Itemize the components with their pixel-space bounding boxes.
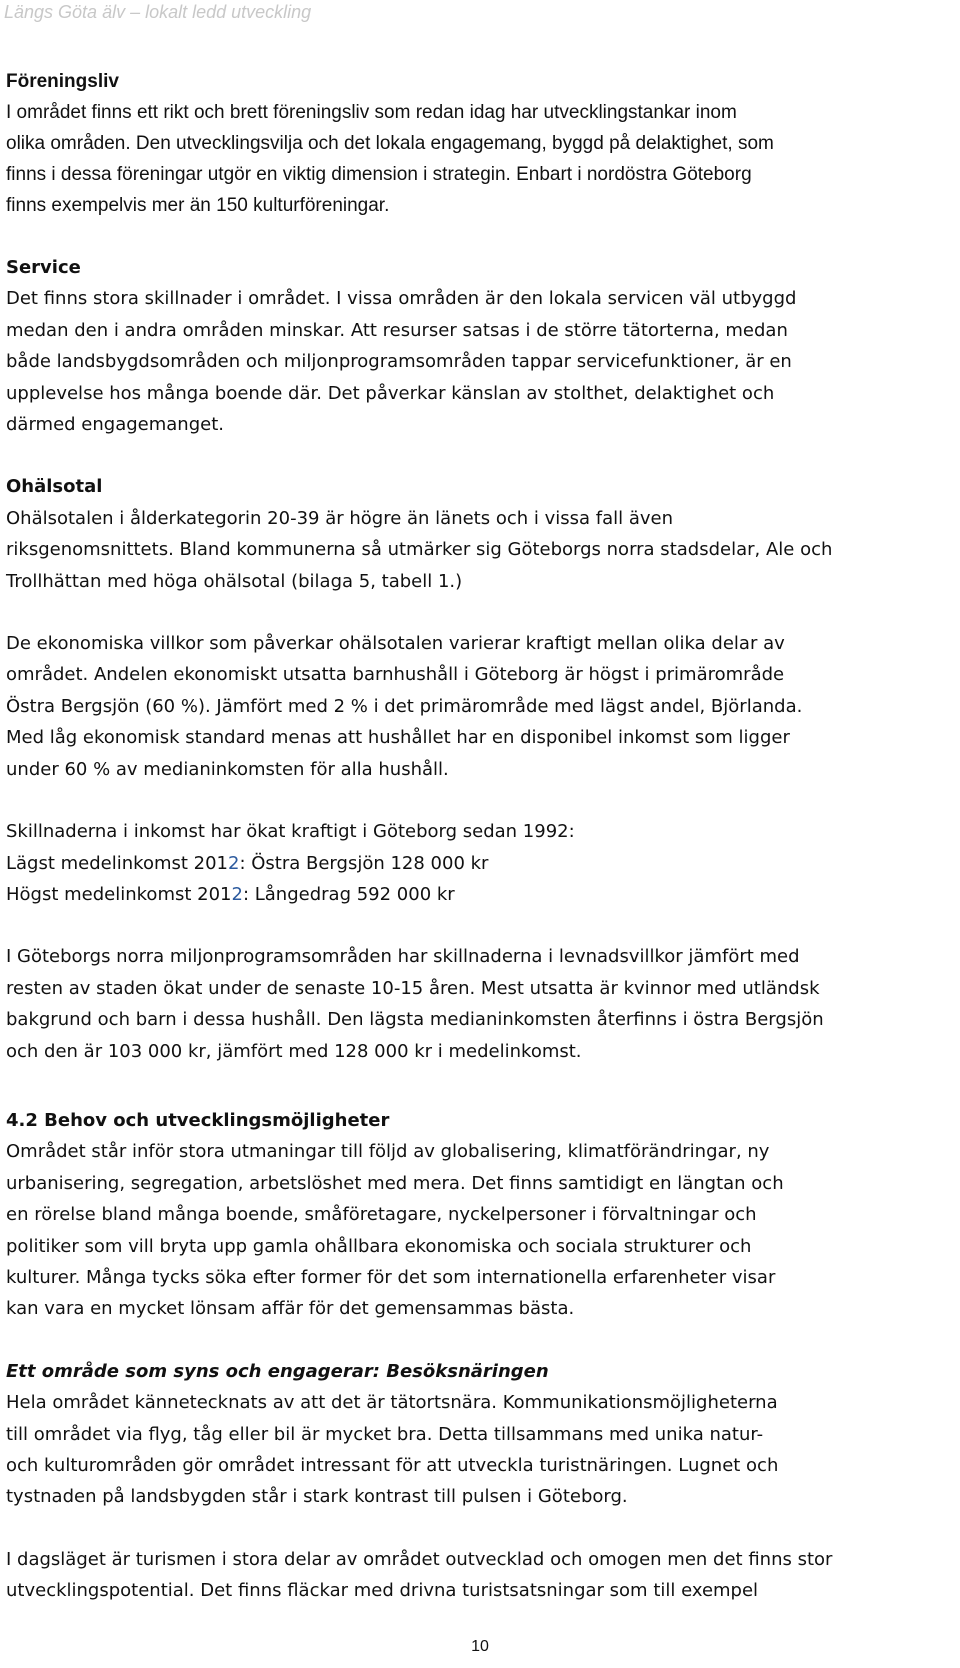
text-line: politiker som vill bryta upp gamla ohållbara ekonomiska och sociala strukturer och bbox=[6, 1235, 752, 1257]
section-heading: Ett område som syns och engagerar: Besöksnäringen bbox=[6, 1360, 549, 1382]
section-heading: Ohälsotal bbox=[6, 476, 103, 498]
lowest-income-line bbox=[6, 848, 954, 879]
text-line: olika områden. Den utvecklingsvilja och det lokala engagemang, byggd på delaktighet, som bbox=[6, 133, 774, 154]
text-line: kan vara en mycket lönsam affär för det gemensammas bästa. bbox=[6, 1298, 575, 1320]
text-line: upplevelse hos många boende där. Det påverkar känslan av stolthet, delaktighet och bbox=[6, 382, 775, 404]
highest-income-line bbox=[6, 879, 954, 910]
text-line: både landsbygdsområden och miljonprogramsområden tappar servicefunktioner, är en bbox=[6, 351, 792, 373]
text-line: Området står inför stora utmaningar till följd av globalisering, klimatförändringar, ny bbox=[6, 1141, 770, 1163]
page-content bbox=[6, 66, 954, 1607]
section-behov bbox=[6, 1105, 954, 1325]
section-foreningsliv bbox=[6, 66, 954, 221]
text-line: därmed engagemanget. bbox=[6, 414, 224, 436]
text-line: under 60 % av medianinkomsten för alla hushåll. bbox=[6, 758, 449, 780]
text-line: området. Andelen ekonomiskt utsatta barnhushåll i Göteborg är högst i primärområde bbox=[6, 664, 785, 686]
text-line: Med låg ekonomisk standard menas att hushållet har en disponibel inkomst som ligger bbox=[6, 727, 790, 749]
text-line: riksgenomsnittets. Bland kommunerna så utmärker sig Göteborgs norra stadsdelar, Ale och bbox=[6, 539, 833, 561]
text-line: till området via flyg, tåg eller bil är mycket bra. Detta tillsammans med unika natur- bbox=[6, 1423, 764, 1445]
text-fragment: Högst medelinkomst 201 bbox=[6, 883, 232, 905]
section-ohalsotal bbox=[6, 471, 954, 1067]
text-line: Ohälsotalen i ålderkategorin 20-39 är högre än länets och i vissa fall även bbox=[6, 507, 674, 529]
text-line: Trollhättan med höga ohälsotal (bilaga 5, tabell 1.) bbox=[6, 570, 463, 592]
text-line: och den är 103 000 kr, jämfört med 128 000 kr i medelinkomst. bbox=[6, 1040, 582, 1062]
text-line: De ekonomiska villkor som påverkar ohälsotalen varierar kraftigt mellan olika delar av bbox=[6, 633, 785, 655]
running-header: Längs Göta älv – lokalt ledd utveckling bbox=[4, 2, 312, 22]
text-line: kulturer. Många tycks söka efter former för det som internationella erfarenheter visar bbox=[6, 1266, 776, 1288]
text-line: bakgrund och barn i dessa hushåll. Den lägsta medianinkomsten återfinns i östra Bergsjön bbox=[6, 1009, 824, 1031]
text-line: utvecklingspotential. Det finns fläckar med drivna turistsatsningar som till exempel bbox=[6, 1580, 759, 1602]
text-fragment: : Långedrag 592 000 kr bbox=[242, 883, 455, 905]
text-line: I Göteborgs norra miljonprogramsområden har skillnaderna i levnadsvillkor jämfört med bbox=[6, 946, 800, 968]
text-line: finns i dessa föreningar utgör en viktig dimension i strategin. Enbart i nordöstra Göteborg bbox=[6, 164, 752, 185]
text-line: medan den i andra områden minskar. Att resurser satsas i de större tätorterna, medan bbox=[6, 319, 788, 341]
section-besoksnaring bbox=[6, 1356, 954, 1607]
text-fragment-blue: 2 bbox=[228, 852, 240, 874]
text-line: Det finns stora skillnader i området. I vissa områden är den lokala servicen väl utbyggd bbox=[6, 288, 797, 310]
text-line: och kulturområden gör området intressant för att utveckla turistnäringen. Lugnet och bbox=[6, 1455, 779, 1476]
text-line: urbanisering, segregation, arbetslöshet med mera. Det finns samtidigt en längtan och bbox=[6, 1172, 784, 1194]
text-line: I området finns ett rikt och brett föreningsliv som redan idag har utvecklingstankar inom bbox=[6, 102, 737, 123]
text-line: tystnaden på landsbygden står i stark kontrast till pulsen i Göteborg. bbox=[6, 1486, 628, 1508]
text-fragment: Lägst medelinkomst 201 bbox=[6, 852, 229, 874]
text-line: resten av staden ökat under de senaste 10-15 åren. Mest utsatta är kvinnor med utländsk bbox=[6, 977, 820, 999]
section-service bbox=[6, 252, 954, 440]
section-heading: Service bbox=[6, 257, 81, 278]
text-line: Hela området kännetecknats av att det är tätortsnära. Kommunikationsmöjligheterna bbox=[6, 1392, 778, 1414]
text-line: finns exempelvis mer än 150 kulturföreningar. bbox=[6, 195, 390, 216]
section-heading: Föreningsliv bbox=[6, 71, 119, 92]
text-fragment-blue: 2 bbox=[231, 883, 243, 905]
text-line: Skillnaderna i inkomst har ökat kraftigt i Göteborg sedan 1992: bbox=[6, 821, 575, 843]
text-fragment: : Östra Bergsjön 128 000 kr bbox=[239, 852, 489, 874]
text-line: Östra Bergsjön (60 %). Jämfört med 2 % i det primärområde med lägst andel, Björlanda. bbox=[6, 695, 803, 717]
page-number: 10 bbox=[471, 1638, 489, 1655]
section-heading: 4.2 Behov och utvecklingsmöjligheter bbox=[6, 1109, 390, 1131]
text-line: I dagsläget är turismen i stora delar av området outvecklad och omogen men det finns stor bbox=[6, 1548, 833, 1570]
text-line: en rörelse bland många boende, småföretagare, nyckelpersoner i förvaltningar och bbox=[6, 1204, 757, 1226]
